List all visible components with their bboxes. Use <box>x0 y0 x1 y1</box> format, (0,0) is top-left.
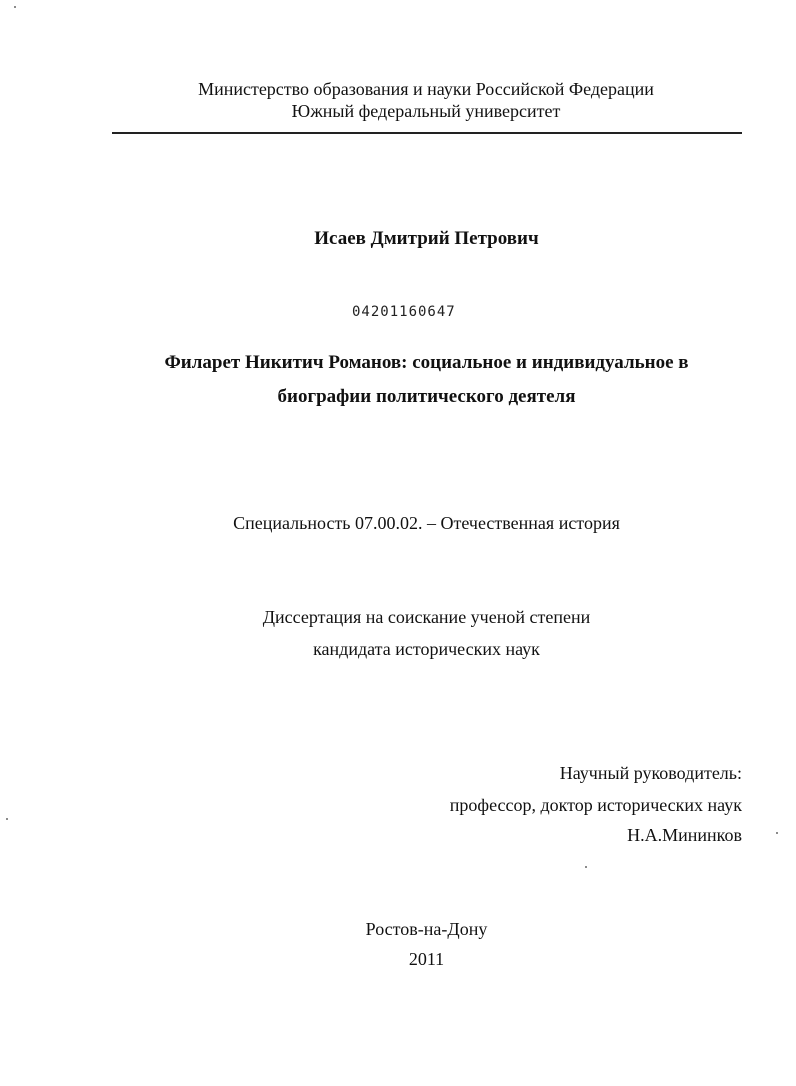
city: Ростов-на-Дону <box>365 919 488 939</box>
degree-statement-line-2: кандидата исторических наук <box>313 639 540 659</box>
author-name: Исаев Дмитрий Петрович <box>314 228 539 249</box>
specialty: Специальность 07.00.02. – Отечественная история <box>233 513 620 533</box>
scan-speck <box>585 866 587 868</box>
ministry-name: Министерство образования и науки Российской Федерации <box>198 79 654 99</box>
registration-number: 04201160647 <box>352 304 456 320</box>
scan-speck <box>776 832 778 834</box>
university-name: Южный федеральный университет <box>291 101 561 121</box>
advisor-label: Научный руководитель: <box>559 763 742 783</box>
header-divider <box>112 132 742 134</box>
scan-speck <box>14 6 16 8</box>
year: 2011 <box>408 949 445 969</box>
scan-speck <box>6 818 8 820</box>
advisor-name: Н.А.Мининков <box>627 825 742 845</box>
advisor-degree: профессор, доктор исторических наук <box>449 795 742 815</box>
dissertation-title-line-2: биографии политического деятеля <box>277 386 576 407</box>
degree-statement-line-1: Диссертация на соискание ученой степени <box>262 607 591 627</box>
dissertation-title-line-1: Филарет Никитич Романов: социальное и индивидуальное в <box>164 352 689 373</box>
